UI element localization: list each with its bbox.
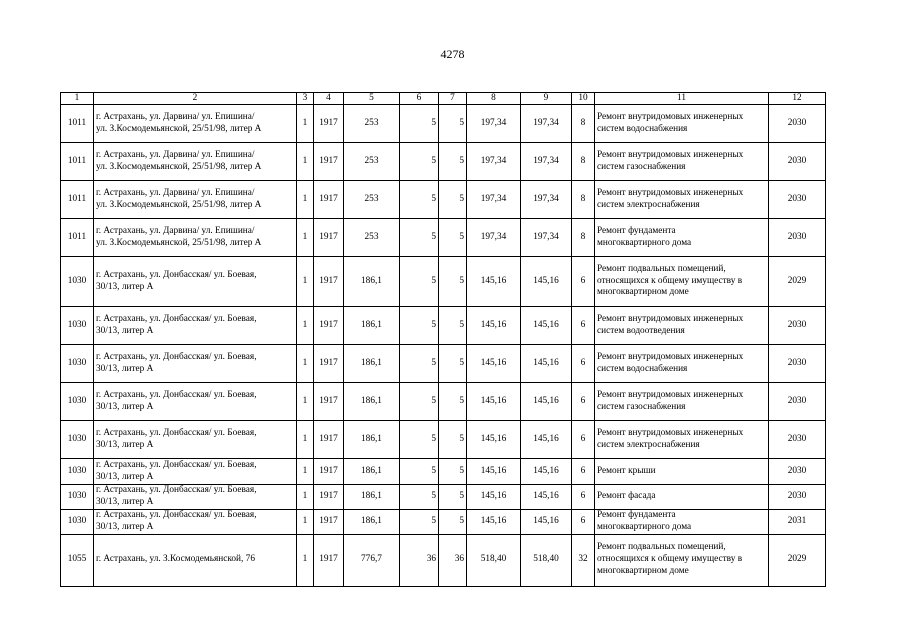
work-type-cell (595, 534, 769, 586)
col9-cell: 145,16 (521, 509, 572, 534)
col7-cell: 5 (439, 459, 467, 485)
row-id-cell: 1030 (61, 421, 94, 459)
col7-cell: 5 (439, 143, 467, 181)
table-row (61, 509, 826, 534)
plan-year-cell: 2030 (769, 383, 826, 421)
col3-cell: 1 (297, 307, 314, 345)
col6-cell: 5 (400, 219, 439, 257)
address-cell (94, 307, 297, 345)
year-cell: 1917 (314, 459, 344, 485)
cell-line: ул. З.Космодемьянской, 25/51/98, литер А (96, 161, 262, 172)
col8-cell: 145,16 (467, 421, 521, 459)
address-cell (94, 534, 297, 586)
plan-year-cell: 2030 (769, 307, 826, 345)
plan-year-cell: 2030 (769, 345, 826, 383)
cell-line: 30/13, литер А (96, 325, 154, 336)
cell-line: Ремонт внутридомовых инженерных (597, 111, 744, 122)
col10-cell: 6 (572, 345, 595, 383)
col8-cell: 145,16 (467, 257, 521, 307)
cell-line: Ремонт крыши (597, 465, 656, 476)
cell-line: 30/13, литер А (96, 439, 154, 450)
col3-cell: 1 (297, 257, 314, 307)
area-cell: 186,1 (344, 307, 400, 345)
col6-cell: 5 (400, 485, 439, 510)
cell-line: Ремонт внутридомовых инженерных (597, 187, 744, 198)
table-row (61, 181, 826, 219)
year-cell: 1917 (314, 143, 344, 181)
address-cell (94, 509, 297, 534)
col8-cell: 145,16 (467, 459, 521, 485)
table-row (61, 345, 826, 383)
area-cell: 186,1 (344, 257, 400, 307)
col7-cell: 5 (439, 181, 467, 219)
cell-line: систем водоснабжения (597, 363, 688, 374)
area-cell: 776,7 (344, 534, 400, 586)
cell-line: г. Астрахань, ул. Дарвина/ ул. Епишина/ (96, 187, 255, 198)
table-row (61, 383, 826, 421)
plan-year-cell: 2030 (769, 485, 826, 510)
table-row (61, 143, 826, 181)
col9-cell: 518,40 (521, 534, 572, 586)
cell-line: г. Астрахань, ул. Дарвина/ ул. Епишина/ (96, 149, 255, 160)
table-row (61, 421, 826, 459)
col3-cell: 1 (297, 485, 314, 510)
col10-cell: 6 (572, 459, 595, 485)
column-header: 8 (467, 93, 521, 105)
column-number-row (61, 93, 826, 105)
col10-cell: 8 (572, 181, 595, 219)
row-id-cell: 1030 (61, 383, 94, 421)
table-row (61, 105, 826, 143)
col6-cell: 5 (400, 257, 439, 307)
row-id-cell: 1030 (61, 307, 94, 345)
col3-cell: 1 (297, 345, 314, 383)
work-type-cell (595, 143, 769, 181)
col6-cell: 36 (400, 534, 439, 586)
column-header: 11 (595, 93, 769, 105)
row-id-cell: 1030 (61, 509, 94, 534)
col3-cell: 1 (297, 383, 314, 421)
col9-cell: 197,34 (521, 105, 572, 143)
cell-line: г. Астрахань, ул. Дарвина/ ул. Епишина/ (96, 225, 255, 236)
cell-line: систем электроснабжения (597, 439, 700, 450)
cell-line: ул. З.Космодемьянской, 25/51/98, литер А (96, 199, 262, 210)
plan-year-cell: 2030 (769, 105, 826, 143)
cell-line: систем газоснабжения (597, 161, 686, 172)
work-type-cell (595, 181, 769, 219)
area-cell: 253 (344, 181, 400, 219)
col9-cell: 197,34 (521, 181, 572, 219)
col3-cell: 1 (297, 219, 314, 257)
col8-cell: 197,34 (467, 181, 521, 219)
cell-line: Ремонт фундамента (597, 225, 676, 236)
cell-line: многоквартирном доме (597, 287, 689, 298)
address-cell (94, 219, 297, 257)
cell-line: 30/13, литер А (96, 401, 154, 412)
col6-cell: 5 (400, 181, 439, 219)
cell-line: Ремонт фундамента (597, 509, 676, 520)
area-cell: 186,1 (344, 485, 400, 510)
col6-cell: 5 (400, 345, 439, 383)
work-type-cell (595, 421, 769, 459)
col9-cell: 197,34 (521, 219, 572, 257)
table-row (61, 485, 826, 510)
cell-line: Ремонт подвальных помещений, (597, 542, 726, 553)
area-cell: 253 (344, 105, 400, 143)
cell-line: систем газоснабжения (597, 401, 686, 412)
col3-cell: 1 (297, 509, 314, 534)
cell-line: г. Астрахань, ул. Донбасская/ ул. Боевая, (96, 351, 257, 362)
column-header: 10 (572, 93, 595, 105)
year-cell: 1917 (314, 509, 344, 534)
work-type-cell (595, 345, 769, 383)
year-cell: 1917 (314, 219, 344, 257)
plan-year-cell: 2030 (769, 421, 826, 459)
area-cell: 186,1 (344, 459, 400, 485)
area-cell: 186,1 (344, 509, 400, 534)
col10-cell: 32 (572, 534, 595, 586)
year-cell: 1917 (314, 257, 344, 307)
cell-line: многоквартирного дома (597, 237, 692, 248)
cell-line: Ремонт внутридомовых инженерных (597, 389, 744, 400)
work-type-cell (595, 459, 769, 485)
column-header: 9 (521, 93, 572, 105)
col9-cell: 197,34 (521, 143, 572, 181)
cell-line: г. Астрахань, ул. Дарвина/ ул. Епишина/ (96, 111, 255, 122)
column-header: 6 (400, 93, 439, 105)
area-cell: 253 (344, 219, 400, 257)
col10-cell: 6 (572, 421, 595, 459)
work-type-cell (595, 485, 769, 510)
work-type-cell (595, 219, 769, 257)
address-cell (94, 421, 297, 459)
cell-line: Ремонт фасада (597, 490, 656, 501)
col7-cell: 5 (439, 219, 467, 257)
work-type-cell (595, 105, 769, 143)
column-header: 12 (769, 93, 826, 105)
row-id-cell: 1030 (61, 459, 94, 485)
col10-cell: 6 (572, 485, 595, 510)
col7-cell: 5 (439, 257, 467, 307)
cell-line: г. Астрахань, ул. Донбасская/ ул. Боевая, (96, 485, 257, 495)
row-id-cell: 1030 (61, 257, 94, 307)
plan-year-cell: 2029 (769, 257, 826, 307)
cell-line: Ремонт подвальных помещений, (597, 263, 726, 274)
cell-line: г. Астрахань, ул. З.Космодемьянской, 76 (96, 554, 255, 565)
col6-cell: 5 (400, 105, 439, 143)
cell-line: г. Астрахань, ул. Донбасская/ ул. Боевая, (96, 459, 257, 470)
cell-line: Ремонт внутридомовых инженерных (597, 427, 744, 438)
year-cell: 1917 (314, 534, 344, 586)
col8-cell: 197,34 (467, 105, 521, 143)
row-id-cell: 1011 (61, 105, 94, 143)
col6-cell: 5 (400, 383, 439, 421)
address-cell (94, 383, 297, 421)
col7-cell: 5 (439, 421, 467, 459)
plan-year-cell: 2029 (769, 534, 826, 586)
area-cell: 186,1 (344, 383, 400, 421)
cell-line: г. Астрахань, ул. Донбасская/ ул. Боевая, (96, 313, 257, 324)
address-cell (94, 143, 297, 181)
work-type-cell (595, 509, 769, 534)
cell-line: 30/13, литер А (96, 521, 154, 532)
cell-line: Ремонт внутридомовых инженерных (597, 351, 744, 362)
col7-cell: 5 (439, 345, 467, 383)
col9-cell: 145,16 (521, 383, 572, 421)
row-id-cell: 1030 (61, 345, 94, 383)
col10-cell: 6 (572, 509, 595, 534)
cell-line: г. Астрахань, ул. Донбасская/ ул. Боевая, (96, 389, 257, 400)
col7-cell: 5 (439, 383, 467, 421)
col10-cell: 8 (572, 105, 595, 143)
table-row (61, 459, 826, 485)
table-row (61, 219, 826, 257)
capital-repair-table (60, 92, 826, 587)
cell-line: г. Астрахань, ул. Донбасская/ ул. Боевая, (96, 509, 257, 520)
year-cell: 1917 (314, 345, 344, 383)
col10-cell: 6 (572, 307, 595, 345)
address-cell (94, 181, 297, 219)
column-header: 7 (439, 93, 467, 105)
col3-cell: 1 (297, 534, 314, 586)
col6-cell: 5 (400, 459, 439, 485)
cell-line: Ремонт внутридомовых инженерных (597, 313, 744, 324)
col8-cell: 197,34 (467, 143, 521, 181)
plan-year-cell: 2031 (769, 509, 826, 534)
address-cell (94, 257, 297, 307)
row-id-cell: 1011 (61, 143, 94, 181)
col10-cell: 6 (572, 383, 595, 421)
year-cell: 1917 (314, 105, 344, 143)
column-header: 1 (61, 93, 94, 105)
cell-line: г. Астрахань, ул. Донбасская/ ул. Боевая, (96, 269, 257, 280)
table-row (61, 307, 826, 345)
col3-cell: 1 (297, 105, 314, 143)
col6-cell: 5 (400, 509, 439, 534)
plan-year-cell: 2030 (769, 143, 826, 181)
address-cell (94, 459, 297, 485)
work-type-cell (595, 383, 769, 421)
col3-cell: 1 (297, 459, 314, 485)
col8-cell: 145,16 (467, 485, 521, 510)
col8-cell: 145,16 (467, 307, 521, 345)
col8-cell: 197,34 (467, 219, 521, 257)
cell-line: 30/13, литер А (96, 281, 154, 292)
cell-line: многоквартирном доме (597, 566, 689, 576)
row-id-cell: 1011 (61, 181, 94, 219)
plan-year-cell: 2030 (769, 181, 826, 219)
cell-line: 30/13, литер А (96, 471, 154, 482)
cell-line: Ремонт внутридомовых инженерных (597, 149, 744, 160)
cell-line: ул. З.Космодемьянской, 25/51/98, литер А (96, 123, 262, 134)
plan-year-cell: 2030 (769, 459, 826, 485)
cell-line: 30/13, литер А (96, 363, 154, 374)
col9-cell: 145,16 (521, 459, 572, 485)
address-cell (94, 345, 297, 383)
col9-cell: 145,16 (521, 257, 572, 307)
cell-line: относящихся к общему имуществу в (597, 554, 743, 565)
col9-cell: 145,16 (521, 421, 572, 459)
cell-line: 30/13, литер А (96, 496, 154, 507)
work-type-cell (595, 307, 769, 345)
col10-cell: 6 (572, 257, 595, 307)
col7-cell: 5 (439, 105, 467, 143)
row-id-cell: 1055 (61, 534, 94, 586)
cell-line: систем водоотведения (597, 325, 685, 336)
col9-cell: 145,16 (521, 345, 572, 383)
col6-cell: 5 (400, 143, 439, 181)
year-cell: 1917 (314, 307, 344, 345)
col8-cell: 145,16 (467, 345, 521, 383)
page-number: 4278 (440, 47, 465, 61)
cell-line: относящихся к общему имуществу в (597, 275, 743, 286)
area-cell: 186,1 (344, 421, 400, 459)
col7-cell: 5 (439, 307, 467, 345)
col7-cell: 5 (439, 485, 467, 510)
cell-line: многоквартирного дома (597, 521, 692, 532)
year-cell: 1917 (314, 485, 344, 510)
col10-cell: 8 (572, 143, 595, 181)
column-header: 3 (297, 93, 314, 105)
area-cell: 186,1 (344, 345, 400, 383)
cell-line: ул. З.Космодемьянской, 25/51/98, литер А (96, 237, 262, 248)
plan-year-cell: 2030 (769, 219, 826, 257)
cell-line: г. Астрахань, ул. Донбасская/ ул. Боевая, (96, 427, 257, 438)
cell-line: систем электроснабжения (597, 199, 700, 210)
col3-cell: 1 (297, 181, 314, 219)
table-row (61, 257, 826, 307)
col6-cell: 5 (400, 421, 439, 459)
row-id-cell: 1011 (61, 219, 94, 257)
col3-cell: 1 (297, 143, 314, 181)
col9-cell: 145,16 (521, 485, 572, 510)
col7-cell: 5 (439, 509, 467, 534)
address-cell (94, 105, 297, 143)
col10-cell: 8 (572, 219, 595, 257)
col6-cell: 5 (400, 307, 439, 345)
col3-cell: 1 (297, 421, 314, 459)
work-type-cell (595, 257, 769, 307)
column-header: 2 (94, 93, 297, 105)
col8-cell: 145,16 (467, 509, 521, 534)
year-cell: 1917 (314, 383, 344, 421)
col7-cell: 36 (439, 534, 467, 586)
table-row (61, 534, 826, 586)
year-cell: 1917 (314, 181, 344, 219)
column-header: 4 (314, 93, 344, 105)
year-cell: 1917 (314, 421, 344, 459)
col8-cell: 145,16 (467, 383, 521, 421)
address-cell (94, 485, 297, 510)
column-header: 5 (344, 93, 400, 105)
area-cell: 253 (344, 143, 400, 181)
row-id-cell: 1030 (61, 485, 94, 510)
cell-line: систем водоснабжения (597, 123, 688, 134)
col8-cell: 518,40 (467, 534, 521, 586)
col9-cell: 145,16 (521, 307, 572, 345)
